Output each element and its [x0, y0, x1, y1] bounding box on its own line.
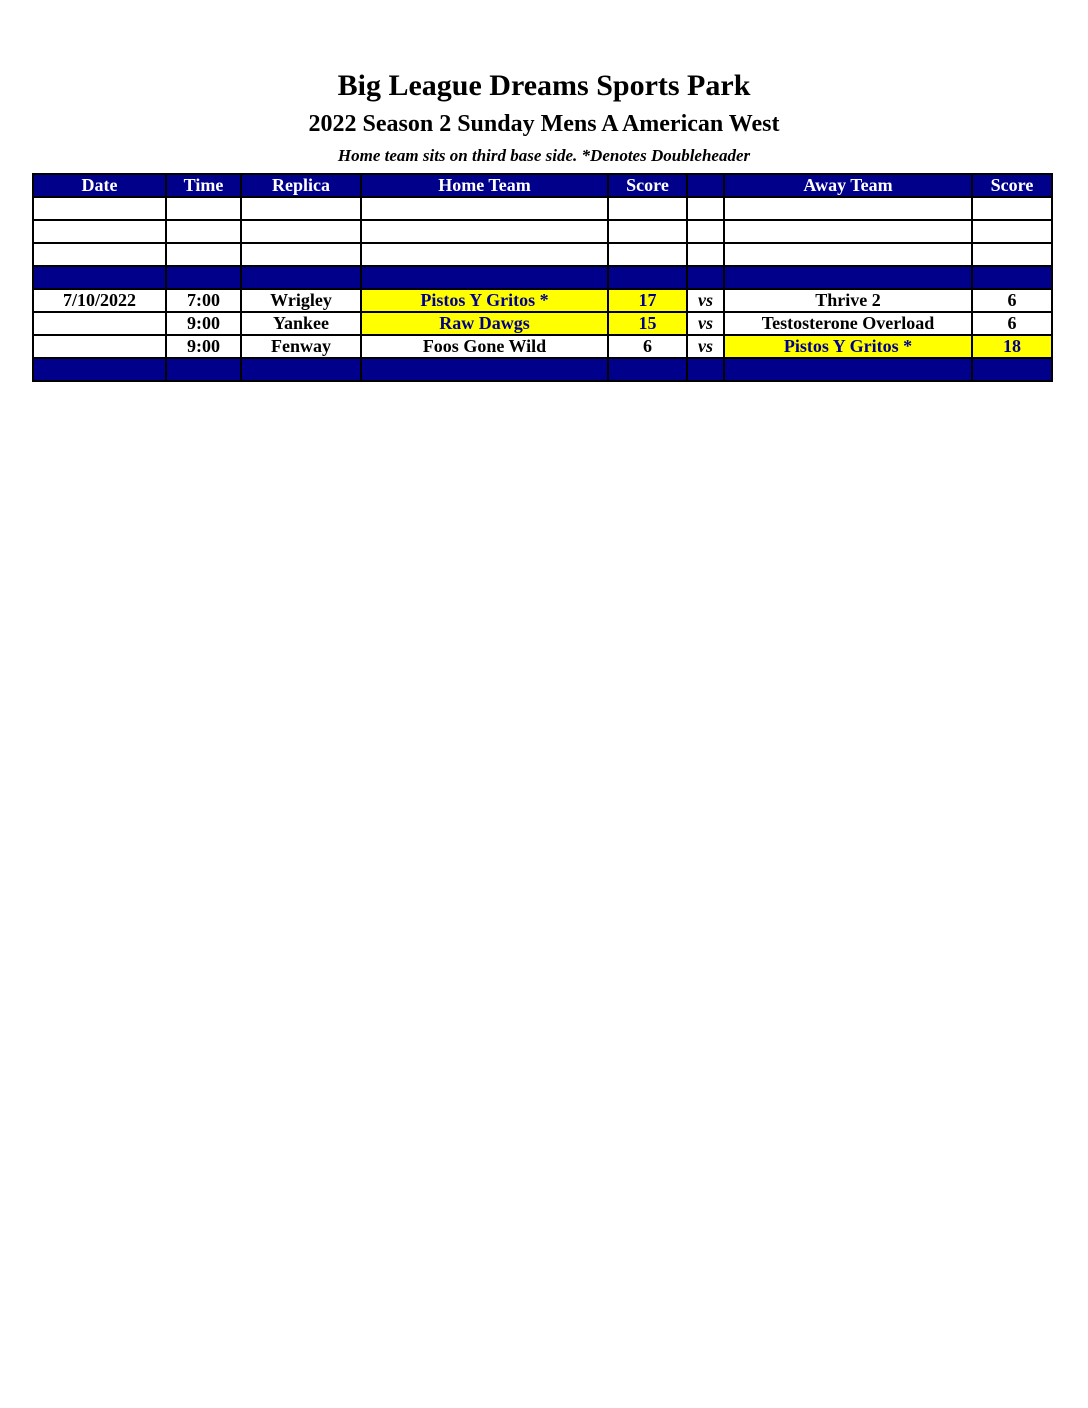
away-team-cell: Thrive 2 — [724, 289, 972, 312]
table-header-row — [33, 174, 1052, 197]
home-score-cell: 15 — [608, 312, 687, 335]
schedule-note: Home team sits on third base side. *Denotes Doubleheader — [337, 146, 751, 165]
empty-row — [33, 197, 1052, 220]
away-team-cell: Testosterone Overload — [724, 312, 972, 335]
divider-row — [33, 266, 1052, 289]
vs-cell: vs — [687, 289, 724, 312]
home-score-cell: 6 — [608, 335, 687, 358]
page-title: Big League Dreams Sports Park — [337, 69, 751, 102]
replica-field-cell: Yankee — [241, 312, 361, 335]
game-date-cell — [33, 312, 166, 335]
game-time-cell: 9:00 — [166, 312, 241, 335]
away-score-cell: 6 — [972, 289, 1052, 312]
column-header-away-score: Score — [972, 174, 1052, 197]
replica-field-cell: Fenway — [241, 335, 361, 358]
schedule-table — [32, 173, 1053, 382]
game-time-cell: 9:00 — [166, 335, 241, 358]
vs-cell: vs — [687, 335, 724, 358]
home-score-cell: 17 — [608, 289, 687, 312]
away-team-cell: Pistos Y Gritos * — [724, 335, 972, 358]
page-subtitle: 2022 Season 2 Sunday Mens A American West — [308, 111, 780, 137]
column-header-replica: Replica — [241, 174, 361, 197]
vs-cell: vs — [687, 312, 724, 335]
game-time-cell: 7:00 — [166, 289, 241, 312]
column-header-vs — [687, 174, 724, 197]
column-header-time: Time — [166, 174, 241, 197]
column-header-away-team: Away Team — [724, 174, 972, 197]
game-date-cell — [33, 335, 166, 358]
replica-field-cell: Wrigley — [241, 289, 361, 312]
empty-row — [33, 220, 1052, 243]
home-team-cell: Foos Gone Wild — [361, 335, 608, 358]
table-row — [33, 335, 1052, 358]
empty-row — [33, 243, 1052, 266]
home-team-cell: Raw Dawgs — [361, 312, 608, 335]
column-header-home-team: Home Team — [361, 174, 608, 197]
column-header-home-score: Score — [608, 174, 687, 197]
away-score-cell: 6 — [972, 312, 1052, 335]
table-row — [33, 312, 1052, 335]
divider-row — [33, 358, 1052, 381]
game-date-cell: 7/10/2022 — [33, 289, 166, 312]
away-score-cell: 18 — [972, 335, 1052, 358]
home-team-cell: Pistos Y Gritos * — [361, 289, 608, 312]
table-row — [33, 289, 1052, 312]
column-header-date: Date — [33, 174, 166, 197]
